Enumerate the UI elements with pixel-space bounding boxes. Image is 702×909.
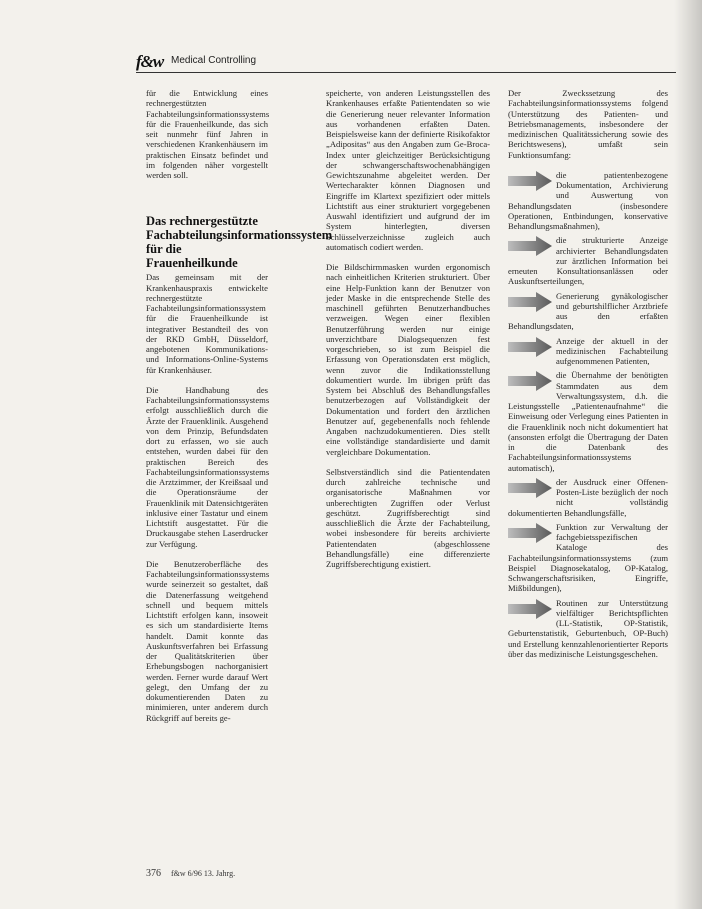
column-1: [146, 88, 333, 733]
paragraph: Der Zweckssetzung des Fachabteilungsinformationssystems folgend (Unterstützung des Patienten- und Betriebsmanagements, insbesondere der medizinischen Qualitätssicherung sowie des Berichtswesens), umfaßt sein Funktionsumfang:: [508, 88, 668, 160]
column-3: [508, 88, 668, 663]
scan-shadow: [674, 0, 702, 909]
list-item: [508, 598, 668, 660]
arrow-bullet-icon: [508, 599, 552, 619]
journal-logo: f&w: [136, 52, 164, 71]
paragraph: speicherte, von anderen Leistungsstellen des Krankenhauses erfaßte Patientendaten so wie die Generierung neuer relevanter Information aus vorhandenen erfaßten Daten. Beispielsweise kann der definierte Risikofaktor „Adipositas“ aus den Angaben zum Ge-Broca-Index unter gleichzeitiger Berücksichtigung der schwangerschaftswochenabhängigen Gewichtszunahme abgeleitet werden. Der Wertecharakter können Diagnosen und Eingriffe im Klartext spezifiziert oder mittels Lichtstift aus einer strukturiert vorgegebenen Auswahl identifiziert und aufgrund der im System hinterlegten, diversen Schlüsselverzeichnisse zugleich auch automatisch codiert werden.: [326, 88, 490, 252]
journal-issue: f&w 6/96 13. Jahrg.: [171, 869, 236, 878]
list-item-text: der Ausdruck einer Offenen-Posten-Liste bezüglich der noch nicht vollständig dokumentierten Behandlungsfälle,: [508, 476, 668, 518]
section-heading: Das rechnergestützte Fachabteilungsinformationssystem für die Frauenheilkunde: [146, 214, 333, 271]
feature-list: [508, 170, 668, 659]
arrow-bullet-icon: [508, 171, 552, 191]
paragraph: Die Bildschirmmasken wurden ergonomisch nach einheitlichen Kriterien strukturiert. Über eine Help-Funktion kann der Benutzer von jeder Maske in die entsprechende Stelle des maschinell geführten Benutzerhandbuches verzweigen. Wegen einer flexiblen Benutzerführung werden nur einige unverzichtbare Dialogsequenzen fest vorgeschrieben, so ist zum Beispiel die Erfassung von Operationsdaten erst möglich, wenn zuvor die Indikationsstellung dokumentiert wurde. Im übrigen prüft das System bei Abschluß des Behandlungsfalles benutzerbezogen auf Vollständigkeit der Dokumentation und fordert den ärztlichen Benutzer auf, gegebenenfalls noch fehlende Angaben nachzudokumentieren. Dies stellt eine vollständige standardisierte und damit vergleichbare Dokumentation.: [326, 262, 490, 457]
paragraph: Die Handhabung des Fachabteilungsinformationssystems erfolgt ausschließlich durch die Ärzte der Frauenklinik. Ausgehend von dem Prinzip, Befundsdaten dort zu erfassen, wo sie auch entstehen, wurden dabei für den praktischen Bereich des Fachabteilungsinformationssystems die Arztzimmer, der Kreißsaal und die Operationsräume der Frauenklinik mit Datensichtgeräten inklusive einer Tastatur und einem Lichtstift ausgestattet. Für die Druckausgabe stehen Laserdrucker zur Verfügung.: [146, 384, 270, 549]
list-item-text: Generierung gynäkologischer und geburtshilflicher Arztbriefe aus den erfaßten Behandlungsdaten,: [508, 290, 668, 332]
list-item-text: die patientenbezogene Dokumentation, Archivierung und Auswertung von Behandlungsdaten (insbesondere Operationen, Entbindungen, konservative Behandlungsmaßnahmen),: [508, 169, 668, 231]
paragraph: Die Benutzeroberfläche des Fachabteilungsinformationssystems wurde seinerzeit so gestaltet, daß die Datenerfassung weitgehend schnell und bequem mittels Lichtstift erfolgen kann, insoweit es sich um standardisierte Items handelt. Damit konnte das Auskunftsverfahren bei Erfassung der Qualitätskriterien über Erhebungsbogen nachorganisiert werden. Ferner wurde darauf Wert gelegt, den Umfang der zu dokumentierenden Daten zu minimieren, unter anderem durch Rückgriff auf bereits ge-: [146, 558, 270, 723]
arrow-bullet-icon: [508, 371, 552, 391]
list-item: [508, 291, 668, 332]
list-item-text: Anzeige der aktuell in der medizinischen Fachabteilung aufgenommenen Patienten,: [556, 335, 668, 366]
paragraph: Das gemeinsam mit der Krankenhauspraxis entwickelte rechnergestützte Fachabteilungsinformationssystem für die Frauenheilkunde ist integrativer Bestandteil des von der RKD GmbH, Düsseldorf, angebotenen Kommunikations- und Informations-Online-Systems für Krankenhäuser.: [146, 272, 268, 375]
list-item: [508, 370, 668, 473]
list-item-text: die Übernahme der benötigten Stammdaten aus dem Verwaltungssystem, d.h. die Leistungsstelle „Patientenaufnahme“ die Einweisung oder Verlegung eines Patienten in die Frauenklinik noch nicht dokumentiert hat (ansonsten erfolgt die Übertragung der Daten in die Datenbank des Fachabteilungsinformationssystems automatisch),: [508, 370, 668, 473]
section-name: Medical Controlling: [171, 55, 257, 66]
list-item-text: die strukturierte Anzeige archivierter Behandlungsdaten zur ärztlichen Information bei erneuten Konsultationsanlässen oder Auskunftserteilungen,: [508, 235, 668, 287]
list-item-text: Routinen zur Unterstützung vielfältiger Berichtspflichten (LL-Statistik, OP-Statistik, Geburtenstatistik, Geburtenbuch, OP-Buch) und Erstellung kennzahlenorientierter Reports über das medizinische Leistungsgeschehen.: [508, 597, 668, 659]
list-item: [508, 477, 668, 518]
arrow-bullet-icon: [508, 337, 552, 357]
list-item: [508, 522, 668, 594]
page-footer: [146, 868, 235, 879]
header-rule: [136, 72, 676, 73]
page-header: [136, 54, 676, 70]
list-item: [508, 170, 668, 232]
column-2: [326, 88, 490, 579]
list-item: [508, 235, 668, 286]
paragraph: Selbstverständlich sind die Patientendaten durch zahlreiche technische und organisatorische Maßnahmen vor unberechtigten Zugriffen oder Verlust geschützt. Zugriffsberechtigt sind ausschließlich die Ärzte der Fachabteilung, wobei insbesondere für bereits archivierte Patientendaten (abgeschlossene Behandlungsfälle) eine differenzierte Zugriffsberechtigung existiert.: [326, 466, 490, 569]
arrow-bullet-icon: [508, 523, 552, 543]
paragraph: für die Entwicklung eines rechnergestützten Fachabteilungsinformationssystems für die Frauenheilkunde, das sich seit nunmehr fünf Jahren in verschiedenen Krankenhäusern im praktischen Einsatz befindet und im folgenden näher vorgestellt werden soll.: [146, 88, 270, 180]
arrow-bullet-icon: [508, 292, 552, 312]
list-item: [508, 336, 668, 367]
arrow-bullet-icon: [508, 236, 552, 256]
list-item-text: Funktion zur Verwaltung der fachgebietsspezifischen Kataloge des Fachabteilungsinformationssystems (zum Beispiel Diagnosekatalog, OP-Katalog, Schwangerschaftsrisiken, Eingriffe, Mißbildungen),: [508, 521, 668, 594]
arrow-bullet-icon: [508, 478, 552, 498]
page-number: 376: [146, 868, 161, 879]
